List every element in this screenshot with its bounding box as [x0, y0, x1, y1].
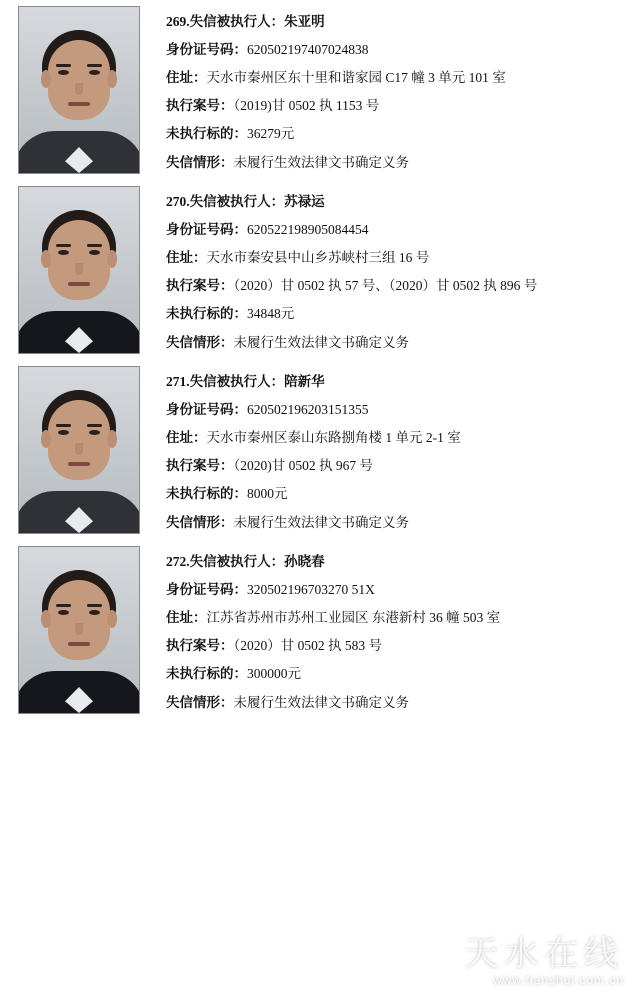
- situation-value: 未履行生效法律文书确定义务: [233, 334, 409, 350]
- address-line: [166, 248, 620, 267]
- situation-line: [166, 693, 620, 712]
- id-number-label: 身份证号码：: [166, 402, 247, 417]
- case-number-value: （2020）甘 0502 执 583 号: [233, 638, 382, 654]
- id-number-label: 身份证号码：: [166, 222, 247, 237]
- situation-label: 失信情形：: [166, 514, 234, 530]
- entry-index: 271.: [166, 374, 190, 389]
- address-label: 住址：: [166, 250, 207, 266]
- situation-value: 未履行生效法律文书确定义务: [233, 514, 409, 530]
- id-number-line: [166, 400, 620, 419]
- subject-name: 陪新华: [284, 374, 325, 389]
- subject-label: 失信被执行人：: [189, 14, 285, 29]
- case-number-label: 执行案号：: [166, 278, 234, 294]
- entry-title: [166, 190, 620, 210]
- id-number-line: [166, 220, 620, 239]
- address-line: [166, 608, 620, 627]
- amount-line: [166, 304, 620, 323]
- id-number-value: 320502196703270 51X: [247, 582, 375, 597]
- case-number-value: （2020）甘 0502 执 57 号、（2020）甘 0502 执 896 号: [233, 278, 538, 294]
- case-number-line: [166, 456, 620, 475]
- subject-label: 失信被执行人：: [189, 554, 285, 569]
- list-item: [0, 540, 630, 720]
- address-line: [166, 428, 620, 447]
- amount-label: 未执行标的：: [166, 126, 247, 142]
- amount-line: [166, 484, 620, 503]
- amount-value: 8000元: [247, 486, 288, 502]
- entry-index: 270.: [166, 194, 190, 209]
- address-value: 天水市秦州区泰山东路捌角楼 1 单元 2-1 室: [206, 430, 461, 446]
- amount-label: 未执行标的：: [166, 306, 247, 322]
- address-value: 天水市秦州区东十里和谐家园 C17 幢 3 单元 101 室: [206, 70, 506, 86]
- entry-index: 269.: [166, 14, 190, 29]
- address-value: 江苏省苏州市苏州工业园区 东港新村 36 幢 503 室: [206, 610, 501, 626]
- entry-details: [150, 186, 630, 352]
- situation-line: [166, 513, 620, 532]
- entry-title: [166, 550, 620, 570]
- portrait-photo: [18, 6, 140, 174]
- photo-cell: [0, 186, 150, 354]
- list-item: [0, 0, 630, 180]
- entry-title: [166, 370, 620, 390]
- address-line: [166, 68, 620, 87]
- entry-details: [150, 6, 630, 172]
- portrait-photo: [18, 546, 140, 714]
- list-item: [0, 360, 630, 540]
- situation-label: 失信情形：: [166, 154, 234, 170]
- amount-value: 34848元: [247, 306, 295, 322]
- subject-label: 失信被执行人：: [189, 374, 285, 389]
- entry-details: [150, 366, 630, 532]
- subject-name: 朱亚明: [284, 14, 325, 29]
- watermark: [464, 934, 624, 987]
- amount-value: 36279元: [247, 126, 295, 142]
- entry-title: [166, 10, 620, 30]
- case-number-label: 执行案号：: [166, 458, 234, 474]
- amount-value: 300000元: [247, 666, 301, 682]
- entry-details: [150, 546, 630, 712]
- id-number-label: 身份证号码：: [166, 42, 247, 57]
- case-number-line: [166, 276, 620, 295]
- id-number-line: [166, 580, 620, 599]
- id-number-line: [166, 40, 620, 59]
- amount-label: 未执行标的：: [166, 486, 247, 502]
- address-label: 住址：: [166, 610, 207, 626]
- id-number-value: 620522198905084454: [247, 222, 369, 237]
- watermark-url: www.tianshui.com.cn: [492, 973, 624, 987]
- photo-cell: [0, 546, 150, 714]
- id-number-label: 身份证号码：: [166, 582, 247, 597]
- situation-value: 未履行生效法律文书确定义务: [233, 154, 409, 170]
- amount-label: 未执行标的：: [166, 666, 247, 682]
- situation-label: 失信情形：: [166, 334, 234, 350]
- entry-index: 272.: [166, 554, 190, 569]
- case-number-label: 执行案号：: [166, 638, 234, 654]
- case-number-line: [166, 636, 620, 655]
- case-number-line: [166, 96, 620, 115]
- situation-label: 失信情形：: [166, 694, 234, 710]
- list-item: [0, 180, 630, 360]
- case-number-value: （2020)甘 0502 执 967 号: [233, 458, 373, 474]
- subject-name: 苏禄运: [284, 194, 325, 209]
- case-number-label: 执行案号：: [166, 98, 234, 114]
- watermark-text: 天水在线: [464, 934, 624, 974]
- case-number-value: （2019)甘 0502 执 1153 号: [233, 98, 380, 114]
- portrait-photo: [18, 186, 140, 354]
- portrait-photo: [18, 366, 140, 534]
- amount-line: [166, 664, 620, 683]
- id-number-value: 620502196203151355: [247, 402, 369, 417]
- photo-cell: [0, 6, 150, 174]
- address-value: 天水市秦安县中山乡苏峡村三组 16 号: [206, 250, 430, 266]
- id-number-value: 620502197407024838: [247, 42, 369, 57]
- situation-line: [166, 153, 620, 172]
- subject-name: 孙晓春: [284, 554, 325, 569]
- address-label: 住址：: [166, 430, 207, 446]
- subject-label: 失信被执行人：: [189, 194, 285, 209]
- photo-cell: [0, 366, 150, 534]
- situation-line: [166, 333, 620, 352]
- amount-line: [166, 124, 620, 143]
- situation-value: 未履行生效法律文书确定义务: [233, 694, 409, 710]
- address-label: 住址：: [166, 70, 207, 86]
